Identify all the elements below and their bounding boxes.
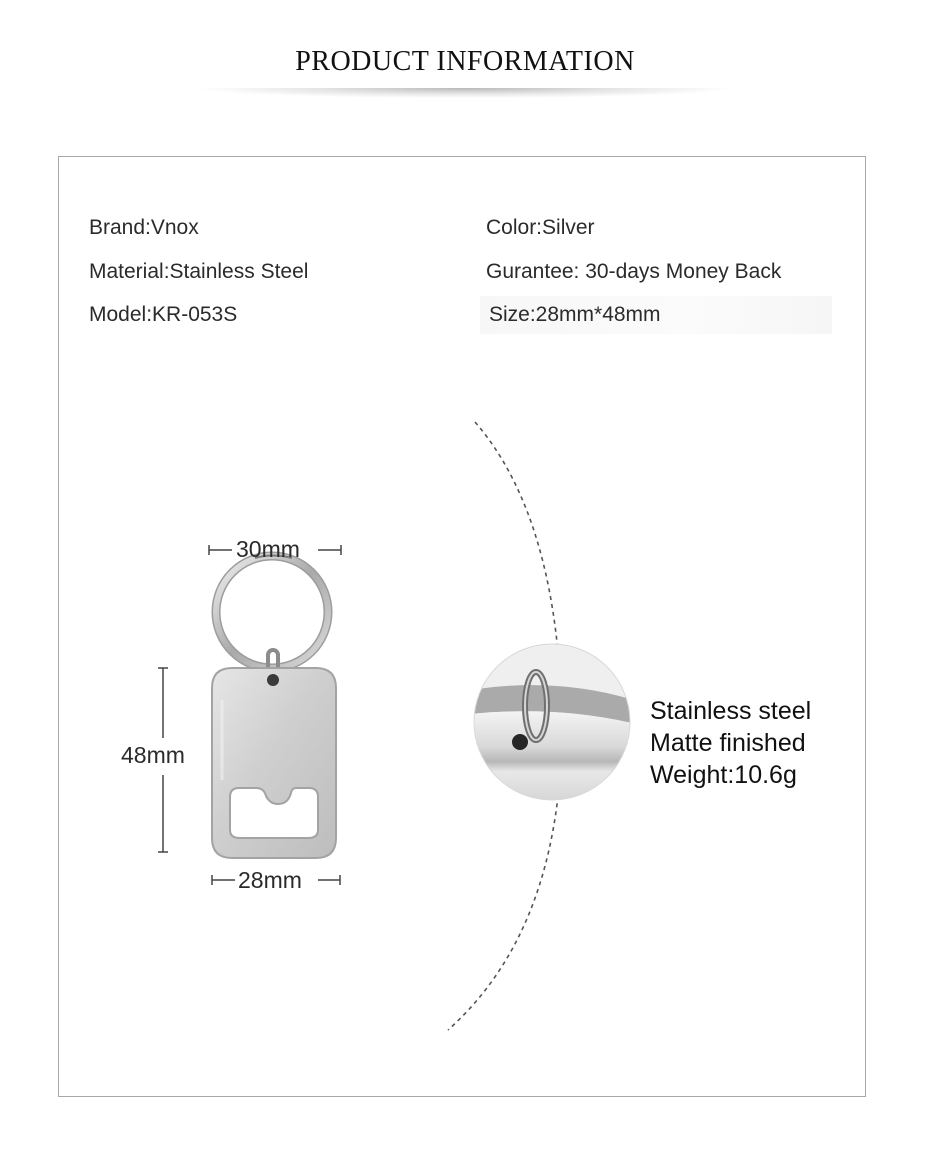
feature-material: Stainless steel xyxy=(650,697,812,725)
spec-guarantee: Gurantee: 30-days Money Back xyxy=(486,260,782,283)
feature-finish: Matte finished xyxy=(650,729,806,757)
dimension-height: 48mm xyxy=(121,742,185,768)
bottle-opener-tag xyxy=(212,668,336,858)
spec-material: Material:Stainless Steel xyxy=(89,260,309,283)
dimension-top-width: 30mm xyxy=(236,536,300,562)
zoom-detail-circle xyxy=(470,640,640,812)
feature-weight: Weight:10.6g xyxy=(650,761,797,789)
dimension-bottom-width: 28mm xyxy=(238,867,302,893)
spec-brand: Brand:Vnox xyxy=(89,216,199,239)
spec-model: Model:KR-053S xyxy=(89,303,238,326)
spec-size: Size:28mm*48mm xyxy=(489,303,661,326)
spec-color: Color:Silver xyxy=(486,216,595,239)
page-title: PRODUCT INFORMATION xyxy=(295,46,635,77)
